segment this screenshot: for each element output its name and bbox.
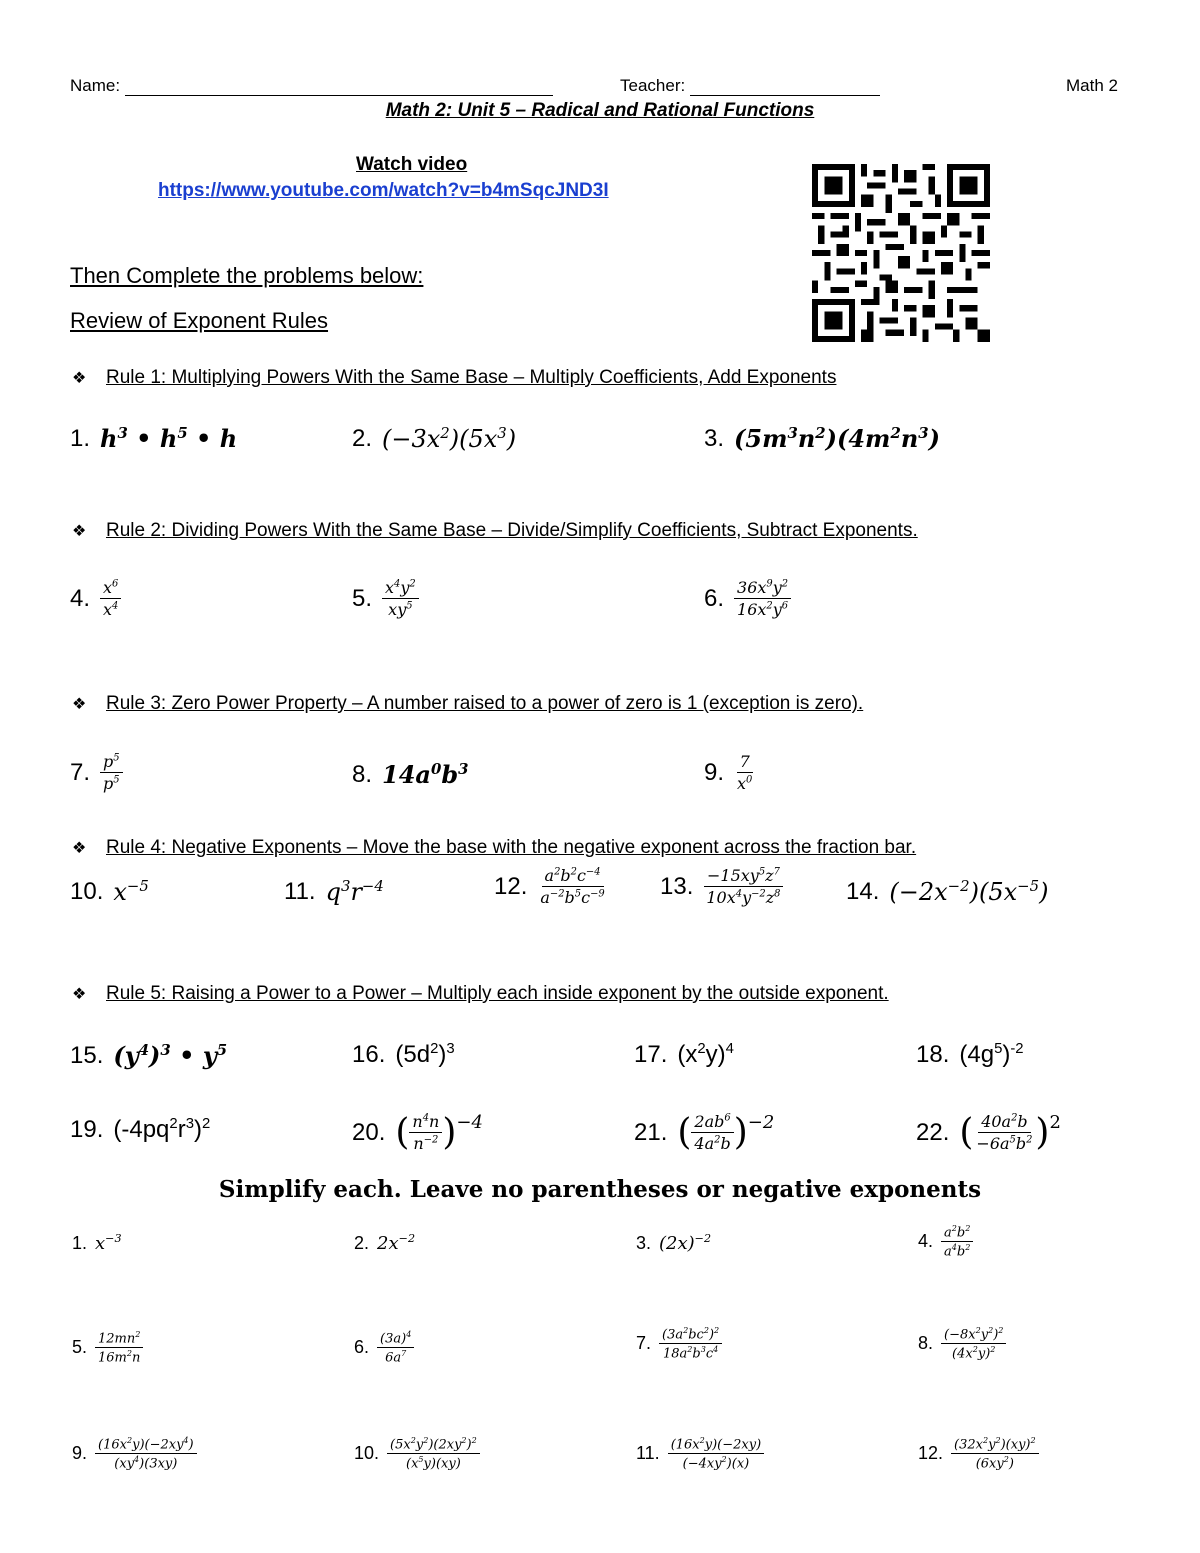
- problem-10: 10. $x^{-5}$: [70, 877, 149, 906]
- problem-15: 15. $(y^4)^3$ • $y^5$: [70, 1041, 228, 1070]
- simplify-problem-2: 2. $2x^{-2}$: [354, 1232, 416, 1254]
- problem-11: 11. $q^3r^{-4}$: [284, 877, 384, 906]
- simplify-problem-11: 11. $\frac{(16x^2y)(-2xy)}{(-4xy^2)(x)}$: [636, 1436, 764, 1472]
- problem-number: 4.: [70, 584, 91, 612]
- problem-number: 7.: [636, 1333, 652, 1354]
- problem-number: 17.: [634, 1041, 668, 1068]
- problem-number: 19.: [70, 1116, 104, 1143]
- simplify-heading: Simplify each. Leave no parentheses or negative exponents: [218, 1176, 982, 1203]
- problem-number: 1.: [70, 424, 91, 452]
- rule-text: Rule 1: Multiplying Powers With the Same Base – Multiply Coefficients, Add Exponents: [106, 367, 837, 388]
- simplify-problem-6: 6. $\frac{(3a)^4}{6a^7}$: [354, 1330, 414, 1366]
- qr-code-icon: [812, 164, 990, 342]
- problem-number: 22.: [916, 1118, 950, 1146]
- problem-number: 9.: [704, 758, 725, 786]
- problem-number: 13.: [660, 872, 694, 900]
- problem-number: 8.: [918, 1333, 934, 1354]
- problem-20: 20. ( $\frac{n^4n}{n^{-2}}$ ) −4: [352, 1111, 483, 1153]
- simplify-problem-12: 12. $\frac{(32x^2y^2)(xy)^2}{(6xy^2)}$: [918, 1436, 1039, 1472]
- rule-4: [72, 837, 916, 859]
- teacher-field[interactable]: [620, 76, 880, 96]
- watch-video-label: Watch video: [356, 154, 468, 175]
- rule-text: Rule 3: Zero Power Property – A number raised to a power of zero is 1 (exception is zero).: [106, 693, 864, 714]
- problem-number: 20.: [352, 1118, 386, 1146]
- problem-number: 9.: [72, 1443, 88, 1464]
- problem-number: 11.: [636, 1443, 660, 1464]
- simplify-problem-7: 7. $\frac{(3a^2bc^2)^2}{18a^2b^3c^4}$: [636, 1326, 722, 1362]
- problem-number: 4.: [918, 1231, 934, 1252]
- problem-number: 11.: [284, 877, 316, 905]
- problem-number: 14.: [846, 877, 880, 905]
- teacher-blank[interactable]: [690, 81, 880, 96]
- simplify-problem-3: 3. $(2x)^{-2}$: [636, 1232, 712, 1254]
- name-label: Name:: [70, 76, 121, 95]
- problem-14: 14. $(-2x^{-2})(5x^{-5})$: [846, 877, 1049, 906]
- problem-number: 1.: [72, 1232, 88, 1253]
- instructions-complete: Then Complete the problems below:: [70, 263, 424, 288]
- problem-12: 12. $\frac{a^2b^2c^{-4}}{a^{-2}b^5c^{-9}}$: [494, 866, 605, 907]
- name-blank[interactable]: [125, 81, 553, 96]
- rule-5: [72, 983, 889, 1005]
- page-title: Math 2: Unit 5 – Radical and Rational Functions: [385, 100, 815, 121]
- simplify-problem-5: 5. $\frac{12mn^2}{16m^2n}$: [72, 1330, 143, 1366]
- problem-number: 12.: [494, 872, 528, 900]
- problem-21: 21. ( $\frac{2ab^6}{4a^2b}$ ) −2: [634, 1111, 775, 1153]
- problem-number: 18.: [916, 1041, 950, 1068]
- problem-6: 6. $\frac{36x^9y^2}{16x^2y^6}$: [704, 578, 791, 619]
- problem-1: 1. $h^3$ • $h^5$ • h: [70, 424, 238, 453]
- problem-number: 10.: [70, 877, 104, 905]
- problem-number: 3.: [636, 1232, 652, 1253]
- four-diamond-bullet-icon: ❖: [72, 840, 87, 857]
- problem-number: 6.: [354, 1337, 370, 1358]
- name-field[interactable]: [70, 76, 553, 96]
- problem-7: 7. $\frac{p^5}{p^5}$: [70, 752, 123, 793]
- four-diamond-bullet-icon: ❖: [72, 523, 87, 540]
- simplify-problem-9: 9. $\frac{(16x^2y)(-2xy^4)}{(xy^4)(3xy)}$: [72, 1436, 197, 1472]
- problem-number: 5.: [72, 1337, 88, 1358]
- rule-2: [72, 520, 918, 542]
- problem-5: 5. $\frac{x^4y^2}{xy^5}$: [352, 578, 419, 619]
- problem-number: 2.: [352, 424, 373, 452]
- simplify-problem-4: 4. $\frac{a^2b^2}{a^4b^2}$: [918, 1224, 973, 1260]
- problem-number: 10.: [354, 1443, 380, 1464]
- problem-number: 15.: [70, 1041, 104, 1069]
- instructions-review: Review of Exponent Rules: [70, 308, 329, 333]
- problem-number: 12.: [918, 1443, 944, 1464]
- problem-3: 3. $(5m^3n^2)(4m^2n^3)$: [704, 424, 940, 453]
- problem-number: 7.: [70, 758, 91, 786]
- problem-19: 19. $(-4pq^2r^3)^2$: [70, 1116, 211, 1143]
- problem-13: 13. $\frac{-15xy^5z^7}{10x^4y^{-2}z^8}$: [660, 866, 783, 907]
- four-diamond-bullet-icon: ❖: [72, 370, 87, 387]
- rule-text: Rule 5: Raising a Power to a Power – Multiply each inside exponent by the outside exponent.: [106, 983, 889, 1004]
- problem-2: 2. $(-3x^2)(5x^3)$: [352, 424, 517, 453]
- problem-number: 16.: [352, 1041, 386, 1068]
- simplify-problem-8: 8. $\frac{(-8x^2y^2)^2}{(4x^2y)^2}$: [918, 1326, 1006, 1362]
- four-diamond-bullet-icon: ❖: [72, 696, 87, 713]
- rule-text: Rule 4: Negative Exponents – Move the base with the negative exponent across the fraction bar.: [106, 837, 917, 858]
- four-diamond-bullet-icon: ❖: [72, 986, 87, 1003]
- course-label: Math 2: [1066, 76, 1118, 95]
- problem-22: 22. ( $\frac{40a^2b}{-6a^5b^2}$ ) 2: [916, 1111, 1061, 1153]
- problem-9: 9. $\frac{7}{x^0}$: [704, 752, 753, 793]
- rule-3: [72, 693, 863, 715]
- problem-16: 16. $(5d^2)^3$: [352, 1041, 455, 1068]
- problem-number: 5.: [352, 584, 373, 612]
- problem-17: 17. $(x^2y)^4$: [634, 1041, 734, 1068]
- video-link[interactable]: https://www.youtube.com/watch?v=b4mSqcJND3I: [158, 180, 609, 201]
- simplify-problem-10: 10. $\frac{(5x^2y^2)(2xy^2)^2}{(x^5y)(xy)}$: [354, 1436, 480, 1472]
- problem-8: 8. $14a^0b^3$: [352, 760, 469, 789]
- rule-1: [72, 367, 836, 389]
- problem-4: 4. $\frac{x^6}{x^4}$: [70, 578, 121, 619]
- teacher-label: Teacher:: [620, 76, 686, 95]
- problem-number: 6.: [704, 584, 725, 612]
- problem-number: 8.: [352, 760, 373, 788]
- rule-text: Rule 2: Dividing Powers With the Same Base – Divide/Simplify Coefficients, Subtract Exponents.: [106, 520, 918, 541]
- problem-number: 3.: [704, 424, 725, 452]
- problem-number: 21.: [634, 1118, 668, 1146]
- simplify-problem-1: 1. $x^{-3}$: [72, 1232, 122, 1254]
- problem-number: 2.: [354, 1232, 370, 1253]
- problem-18: 18. $(4g^5)^{-2}$: [916, 1041, 1024, 1068]
